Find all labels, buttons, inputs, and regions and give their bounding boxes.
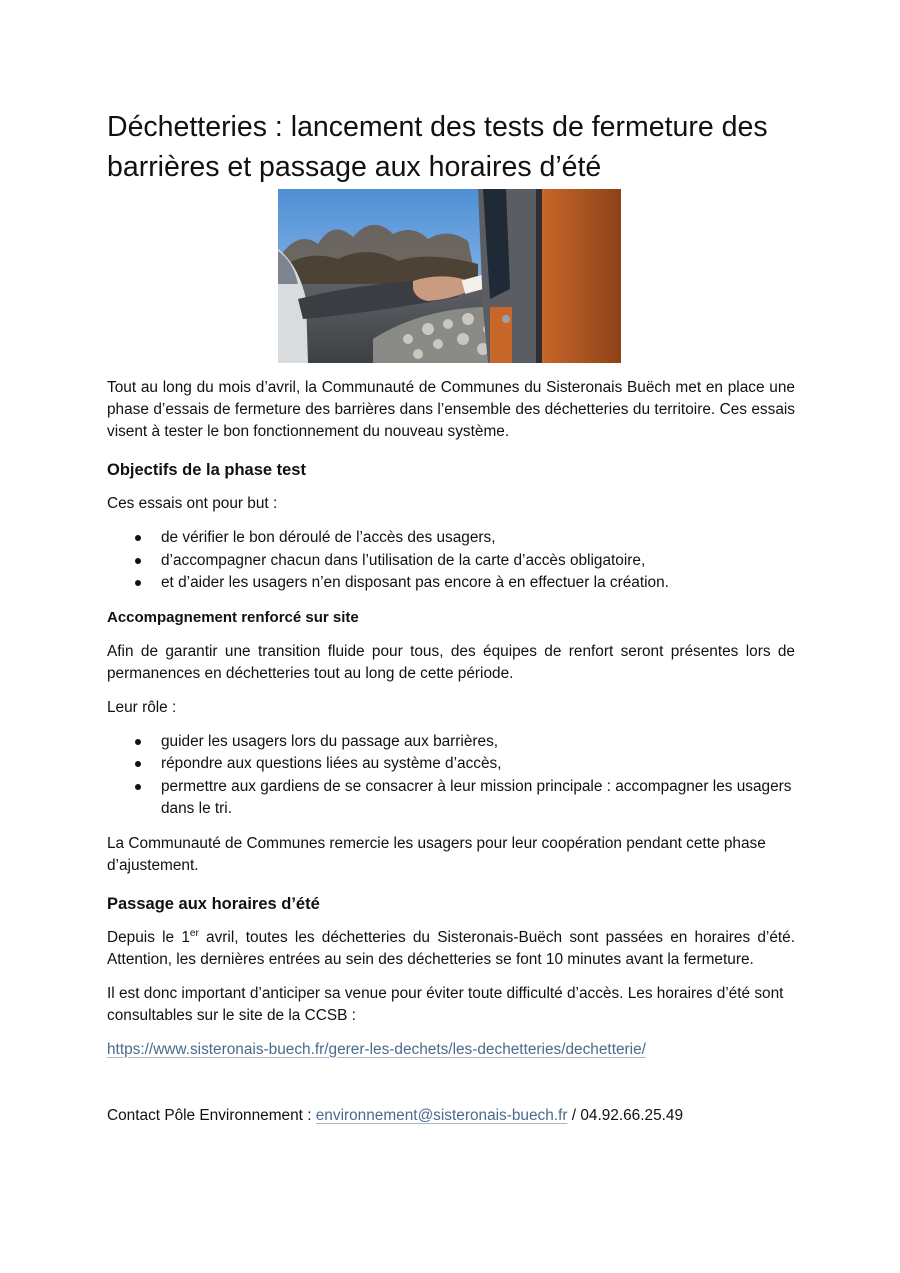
page-title: Déchetteries : lancement des tests de fermeture des barrières et passage aux horaires d’été — [107, 111, 768, 183]
contact-email-link[interactable]: environnement@sisteronais-buech.fr — [315, 1106, 568, 1124]
role-list — [107, 731, 795, 821]
objectives-list — [107, 527, 795, 595]
objectives-lead: Ces essais ont pour but : — [107, 495, 278, 512]
contact-label: Contact Pôle Environnement : — [107, 1106, 316, 1124]
support-paragraph: Afin de garantir une transition fluide pour tous, des équipes de renfort seront présentes lors de permanences en déchetteries tout au long de cette période. — [107, 642, 795, 682]
list-item: permettre aux gardiens de se consacrer à leur mission principale : accompagner les usagers dans le tri. — [107, 776, 795, 821]
contact-phone: / 04.92.66.25.49 — [567, 1106, 684, 1124]
list-item: guider les usagers lors du passage aux barrières, — [107, 731, 795, 754]
list-item: de vérifier le bon déroulé de l’accès des usagers, — [107, 527, 795, 550]
list-item: d’accompagner chacun dans l’utilisation de la carte d’accès obligatoire, — [107, 550, 795, 573]
ordinal-suffix: er — [189, 927, 199, 939]
hours-link[interactable]: https://www.sisteronais-buech.fr/gerer-les-dechets/les-dechetteries/dechetterie/ — [107, 1040, 646, 1058]
section-heading-summer-hours: Passage aux horaires d’été — [107, 894, 320, 913]
role-lead: Leur rôle : — [107, 698, 177, 716]
barrier-photo — [278, 189, 621, 363]
document-page — [107, 107, 795, 1127]
hours-link-paragraph — [107, 1039, 795, 1061]
list-item: et d’aider les usagers n’en disposant pas encore à en effectuer la création. — [107, 572, 795, 595]
section-heading-support: Accompagnement renforcé sur site — [107, 608, 359, 626]
contact-line — [107, 1105, 795, 1127]
date-prefix: Depuis le 1 — [107, 928, 190, 946]
summer-hours-text: avril, toutes les déchetteries du Sisteronais-Buëch sont passées en horaires d’été. Attention, les dernières entrées au sein des déchetteries se font 10 minutes avant la fermeture. — [107, 928, 796, 968]
anticipate-paragraph: Il est donc important d’anticiper sa venue pour éviter toute difficulté d’accès. Les horaires d’été sont consultables sur le site de la CCSB : — [107, 984, 784, 1024]
intro-paragraph: Tout au long du mois d’avril, la Communauté de Communes du Sisteronais Buëch met en place une phase d’essais de fermeture des barrières dans l’ensemble des déchetteries du territoire. Ces essais visent à tester le bon fonctionnement du nouveau système. — [107, 379, 795, 440]
thanks-paragraph: La Communauté de Communes remercie les usagers pour leur coopération pendant cette phase d’ajustement. — [107, 834, 766, 874]
summer-hours-paragraph — [107, 927, 795, 971]
list-item: répondre aux questions liées au système d’accès, — [107, 753, 795, 776]
section-heading-objectives: Objectifs de la phase test — [107, 461, 306, 479]
